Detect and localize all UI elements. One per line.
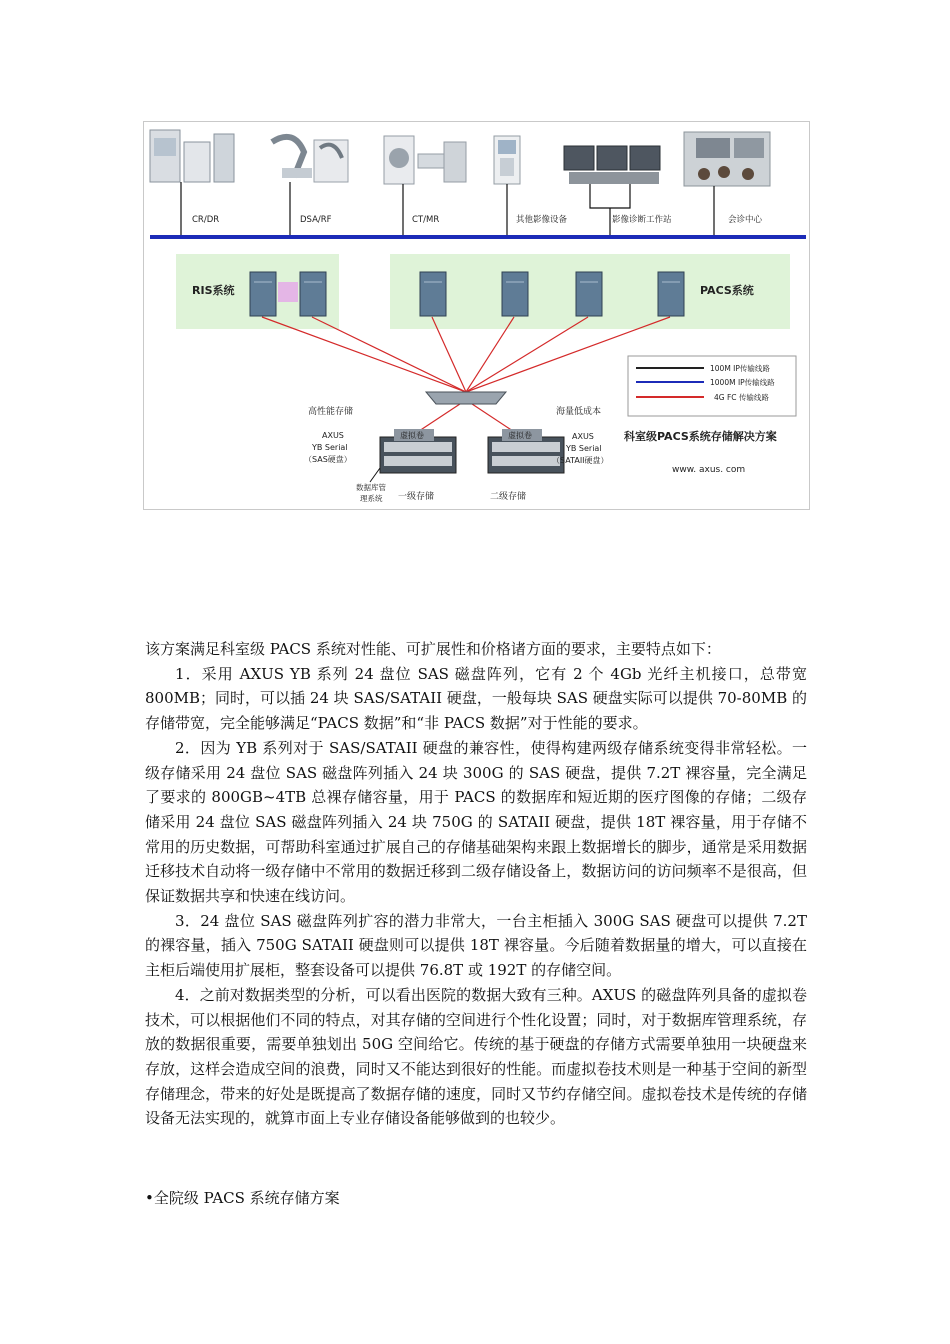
left-storage-brand: AXUS (322, 431, 344, 440)
ris-link-block (278, 282, 298, 302)
left-storage-title: 高性能存储 (308, 407, 354, 417)
left-storage-disk: （SAS硬盘） (304, 455, 352, 464)
cr-dr-device-image (150, 130, 234, 182)
right-storage-model: YB Serial (566, 444, 602, 453)
label-cr-dr: CR/DR (192, 215, 220, 225)
db-system-label-2: 理系统 (360, 494, 383, 503)
left-storage-model: YB Serial (312, 443, 348, 452)
right-storage-title: 海量低成本 (556, 407, 602, 417)
pacs-system-label: PACS系统 (700, 284, 754, 297)
legend (628, 356, 796, 416)
label-workstation: 影像诊断工作站 (612, 215, 672, 225)
right-virtual-volume: 虚拟卷 (508, 431, 532, 440)
point-4-paragraph: 4．之前对数据类型的分析，可以看出医院的数据大致有三种。AXUS 的磁盘阵列具备的虚拟卷技术，可以根据他们不同的特点，对其存储的空间进行个性化设置；同时，对于数据库管理系统，存放的数据很重要，需要单独划出 50G 空间给它。传统的基于硬盘的存储方式需要单独用一块硬盘来存放，这样会造成空间的浪费，同时又不能达到很好的性能。而虚拟卷技术则是一种基于空间的新型存储理念，带来的好处是既提高了数据存储的速度，同时又节约存储空间。虚拟卷技术是传统的存储设备无法实现的，就算市面上专业存储设备能够做到的也较少。 (145, 985, 807, 1128)
label-dsa-rf: DSA/RF (300, 215, 332, 225)
label-ct-mr: CT/MR (412, 215, 440, 225)
consultation-center-image (684, 132, 770, 186)
ct-mr-device-image (384, 136, 466, 184)
pacs-server-3 (576, 272, 602, 316)
other-imaging-device-image (494, 136, 520, 184)
solution-title: 科室级PACS系统存储解决方案 (624, 430, 777, 443)
label-consultation-center: 会诊中心 (728, 215, 763, 225)
ris-server-1 (250, 272, 276, 316)
pacs-architecture-diagram (143, 121, 810, 510)
db-system-label-1: 数据库管 (356, 483, 386, 492)
website-label: www. axus. com (672, 465, 746, 475)
intro-paragraph: 该方案满足科室级 PACS 系统对性能、可扩展性和价格诸方面的要求，主要特点如下： (145, 640, 721, 658)
tier1-label: 一级存储 (398, 492, 435, 502)
legend-100m-label: 100M IP传输线路 (710, 364, 770, 373)
right-storage-disk: （SATAII硬盘） (552, 456, 609, 465)
legend-1000m-label: 1000M IP传输线路 (710, 378, 775, 387)
point-2-paragraph: 2．因为 YB 系列对于 SAS/SATAII 硬盘的兼容性，使得构建两级存储系统变得非常轻松。一级存储采用 24 盘位 SAS 磁盘阵列插入 24 块 300G 的 SAS 硬盘，提供 7.2T 裸容量，完全满足了要求的 800GB~4TB 总裸存储容量，用于 PACS 的数据库和短近期的医疗图像的存储；二级存储采用 24 盘位 SAS 磁盘阵列插入 24 块 750G 的 SATAII 硬盘，提供 18T 裸容量，用于存储不常用的历史数据，可帮助科室通过扩展自己的存储基础架构来跟上数据增长的脚步，通常是采用数据迁移技术自动将一级存储中不常用的数据迁移到二级存储设备上，数据访问的访问频率不是很高，但保证数据共享和快速在线访问。 (145, 738, 807, 906)
ris-server-2 (300, 272, 326, 316)
fc-switch (426, 392, 506, 404)
point-1-paragraph: 1．采用 AXUS YB 系列 24 盘位 SAS 磁盘阵列，它有 2 个 4Gb 光纤主机接口，总带宽 800MB；同时，可以插 24 块 SAS/SATAII 硬盘，一般每块 SAS 硬盘实际可以提供 70-80MB 的存储带宽，完全能够满足“PACS 数据”和“非 PACS 数据”对于性能的要求。 (145, 664, 807, 733)
left-virtual-volume: 虚拟卷 (400, 431, 424, 440)
ris-system-label: RIS系统 (192, 284, 235, 297)
point-3-paragraph: 3．24 盘位 SAS 磁盘阵列扩容的潜力非常大，一台主柜插入 300G SAS 硬盘可以提供 7.2T 的裸容量，插入 750G SATAII 硬盘则可以提供 18T 裸容量。今后随着数据量的增大，可以直接在主柜后端使用扩展柜，整套设备可以提供 76.8T 或 192T 的存储空间。 (145, 911, 807, 980)
label-other-devices: 其他影像设备 (516, 215, 568, 225)
legend-4gfc-label: 4G FC 传输线路 (714, 393, 769, 402)
dsa-rf-device-image (272, 137, 348, 182)
right-storage-brand: AXUS (572, 432, 594, 441)
workstation-image (564, 146, 660, 184)
pacs-server-4 (658, 272, 684, 316)
section-heading: •全院级 PACS 系统存储方案 (145, 1189, 340, 1207)
tier2-label: 二级存储 (490, 492, 527, 502)
pacs-server-1 (420, 272, 446, 316)
document-body (145, 637, 807, 1131)
pacs-server-2 (502, 272, 528, 316)
